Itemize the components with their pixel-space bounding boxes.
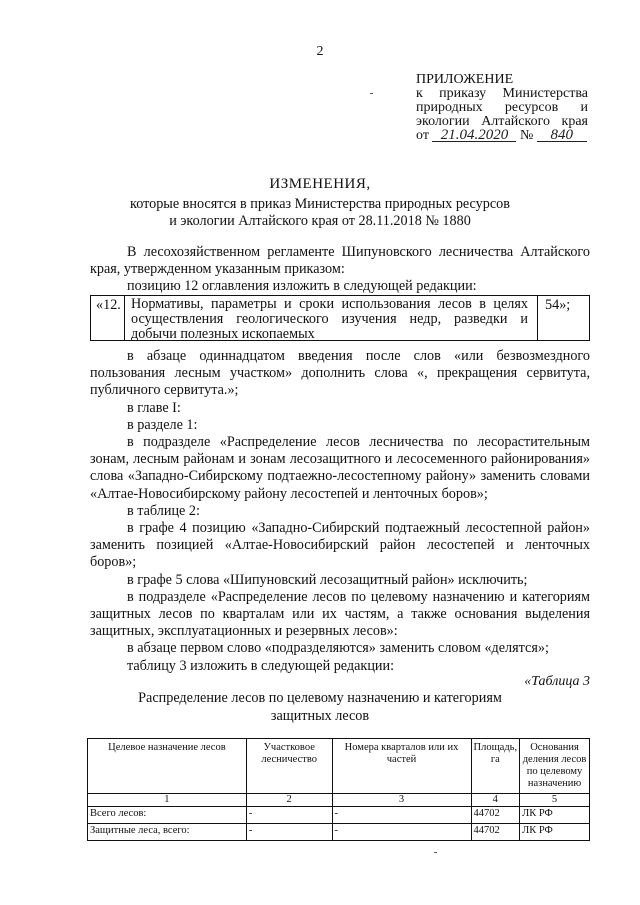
column-number: 3 <box>332 794 471 807</box>
table-cell: 44702 <box>471 807 520 824</box>
amendment-paragraph: в главе I: <box>127 399 181 416</box>
table-column-number-row <box>88 794 590 807</box>
appendix-date-line <box>416 129 588 143</box>
table-caption: «Таблица 3 <box>524 674 590 689</box>
table-row <box>88 807 590 824</box>
appendix-block <box>416 73 588 143</box>
appendix-line: экологии Алтайского края <box>416 114 588 129</box>
intro-block <box>90 244 590 296</box>
amendment-paragraph: в абзаце одиннадцатом введения после слов «или безвозмездного пользования лесным участком» дополнить слова «, прекращения сервитута, публичного сервитута.»; <box>90 348 590 399</box>
amendment-paragraph: в графе 5 слова «Шипуновский лесозащитный район» исключить; <box>127 571 528 588</box>
table-cell: - <box>332 824 471 841</box>
intro-paragraph: В лесохозяйственном регламенте Шипуновского лесничества Алтайского края, утвержденном указанным приказом: <box>90 244 590 278</box>
forest-distribution-table <box>87 738 590 841</box>
table-title-line: защитных лесов <box>270 708 370 724</box>
table-header-cell: Основания деления лесов по целевому назначению <box>520 739 590 794</box>
appendix-line: природных ресурсов и <box>416 100 588 115</box>
table-cell: - <box>246 824 332 841</box>
toc-entry-box <box>90 295 590 341</box>
appendix-title: ПРИЛОЖЕНИЕ <box>416 72 514 87</box>
handwritten-date: 21.04.2020 <box>432 129 516 142</box>
document-title: ИЗМЕНЕНИЯ, <box>269 176 371 192</box>
document-subtitle-line: которые вносятся в приказ Министерства природных ресурсов <box>130 196 510 212</box>
table-cell: 44702 <box>471 824 520 841</box>
table-cell: Всего лесов: <box>88 807 247 824</box>
amendment-paragraph: в подразделе «Распределение лесов по целевому назначению и категориям защитных лесов по кварталам или их частям, а также основания выделения защитных, эксплуатационных и резервных лесов»: <box>90 588 590 640</box>
handwritten-number: 840 <box>537 129 587 142</box>
column-number: 4 <box>471 794 520 807</box>
speck-mark <box>434 852 437 853</box>
amendment-paragraph: в разделе 1: <box>127 416 198 433</box>
appendix-line: к приказу Министерства <box>416 86 588 101</box>
table-cell: - <box>246 807 332 824</box>
date-prefix: от <box>416 128 429 143</box>
amendment-paragraph: в абзаце первом слово «подразделяются» заменить словом «делятся»; <box>127 640 549 657</box>
table-cell: - <box>332 807 471 824</box>
table-row <box>88 824 590 841</box>
amendment-paragraph: таблицу 3 изложить в следующей редакции: <box>127 657 395 674</box>
column-number: 2 <box>246 794 332 807</box>
table-header-row <box>88 739 590 794</box>
toc-entry-page: 54»; <box>537 296 591 340</box>
speck-mark <box>370 93 373 94</box>
amendments-block <box>90 348 590 675</box>
number-prefix: № <box>519 128 534 143</box>
toc-entry-text: Нормативы, параметры и сроки использования лесов в целях осуществления геологического изучения недр, разведки и добычи полезных ископаемых <box>131 296 528 342</box>
table-header-cell: Целевое назначение лесов <box>88 739 247 794</box>
amendment-paragraph: в подразделе «Распределение лесов лесничества по лесорастительным зонам, лесным районам и зонам лесозащитного и лесосеменного районирования» слова «Западно-Сибирскому подтаежно-лесостепному району» заменить словами «Алтае-Новосибирскому району лесостепей и ленточных боров»; <box>90 434 590 502</box>
intro-paragraph: позицию 12 оглавления изложить в следующей редакции: <box>127 278 477 295</box>
table-cell: ЛК РФ <box>520 824 590 841</box>
table-header-cell: Участковое лесничество <box>246 739 332 794</box>
table-cell: ЛК РФ <box>520 807 590 824</box>
table-header-cell: Площадь, га <box>471 739 520 794</box>
table-cell: Защитные леса, всего: <box>88 824 247 841</box>
document-subtitle-line: и экологии Алтайского края от 28.11.2018 № 1880 <box>169 213 471 229</box>
toc-entry-number: «12. <box>91 296 125 340</box>
amendment-paragraph: в таблице 2: <box>127 502 200 519</box>
column-number: 5 <box>520 794 590 807</box>
page-number: 2 <box>316 44 324 59</box>
amendment-paragraph: в графе 4 позицию «Западно-Сибирский подтаежный лесостепной район» заменить позицией «Алтае-Новосибирский район лесостепей и ленточных боров»; <box>90 520 590 571</box>
column-number: 1 <box>88 794 247 807</box>
table-header-cell: Номера кварталов или их частей <box>332 739 471 794</box>
table-title-line: Распределение лесов по целевому назначению и категориям <box>138 690 502 706</box>
